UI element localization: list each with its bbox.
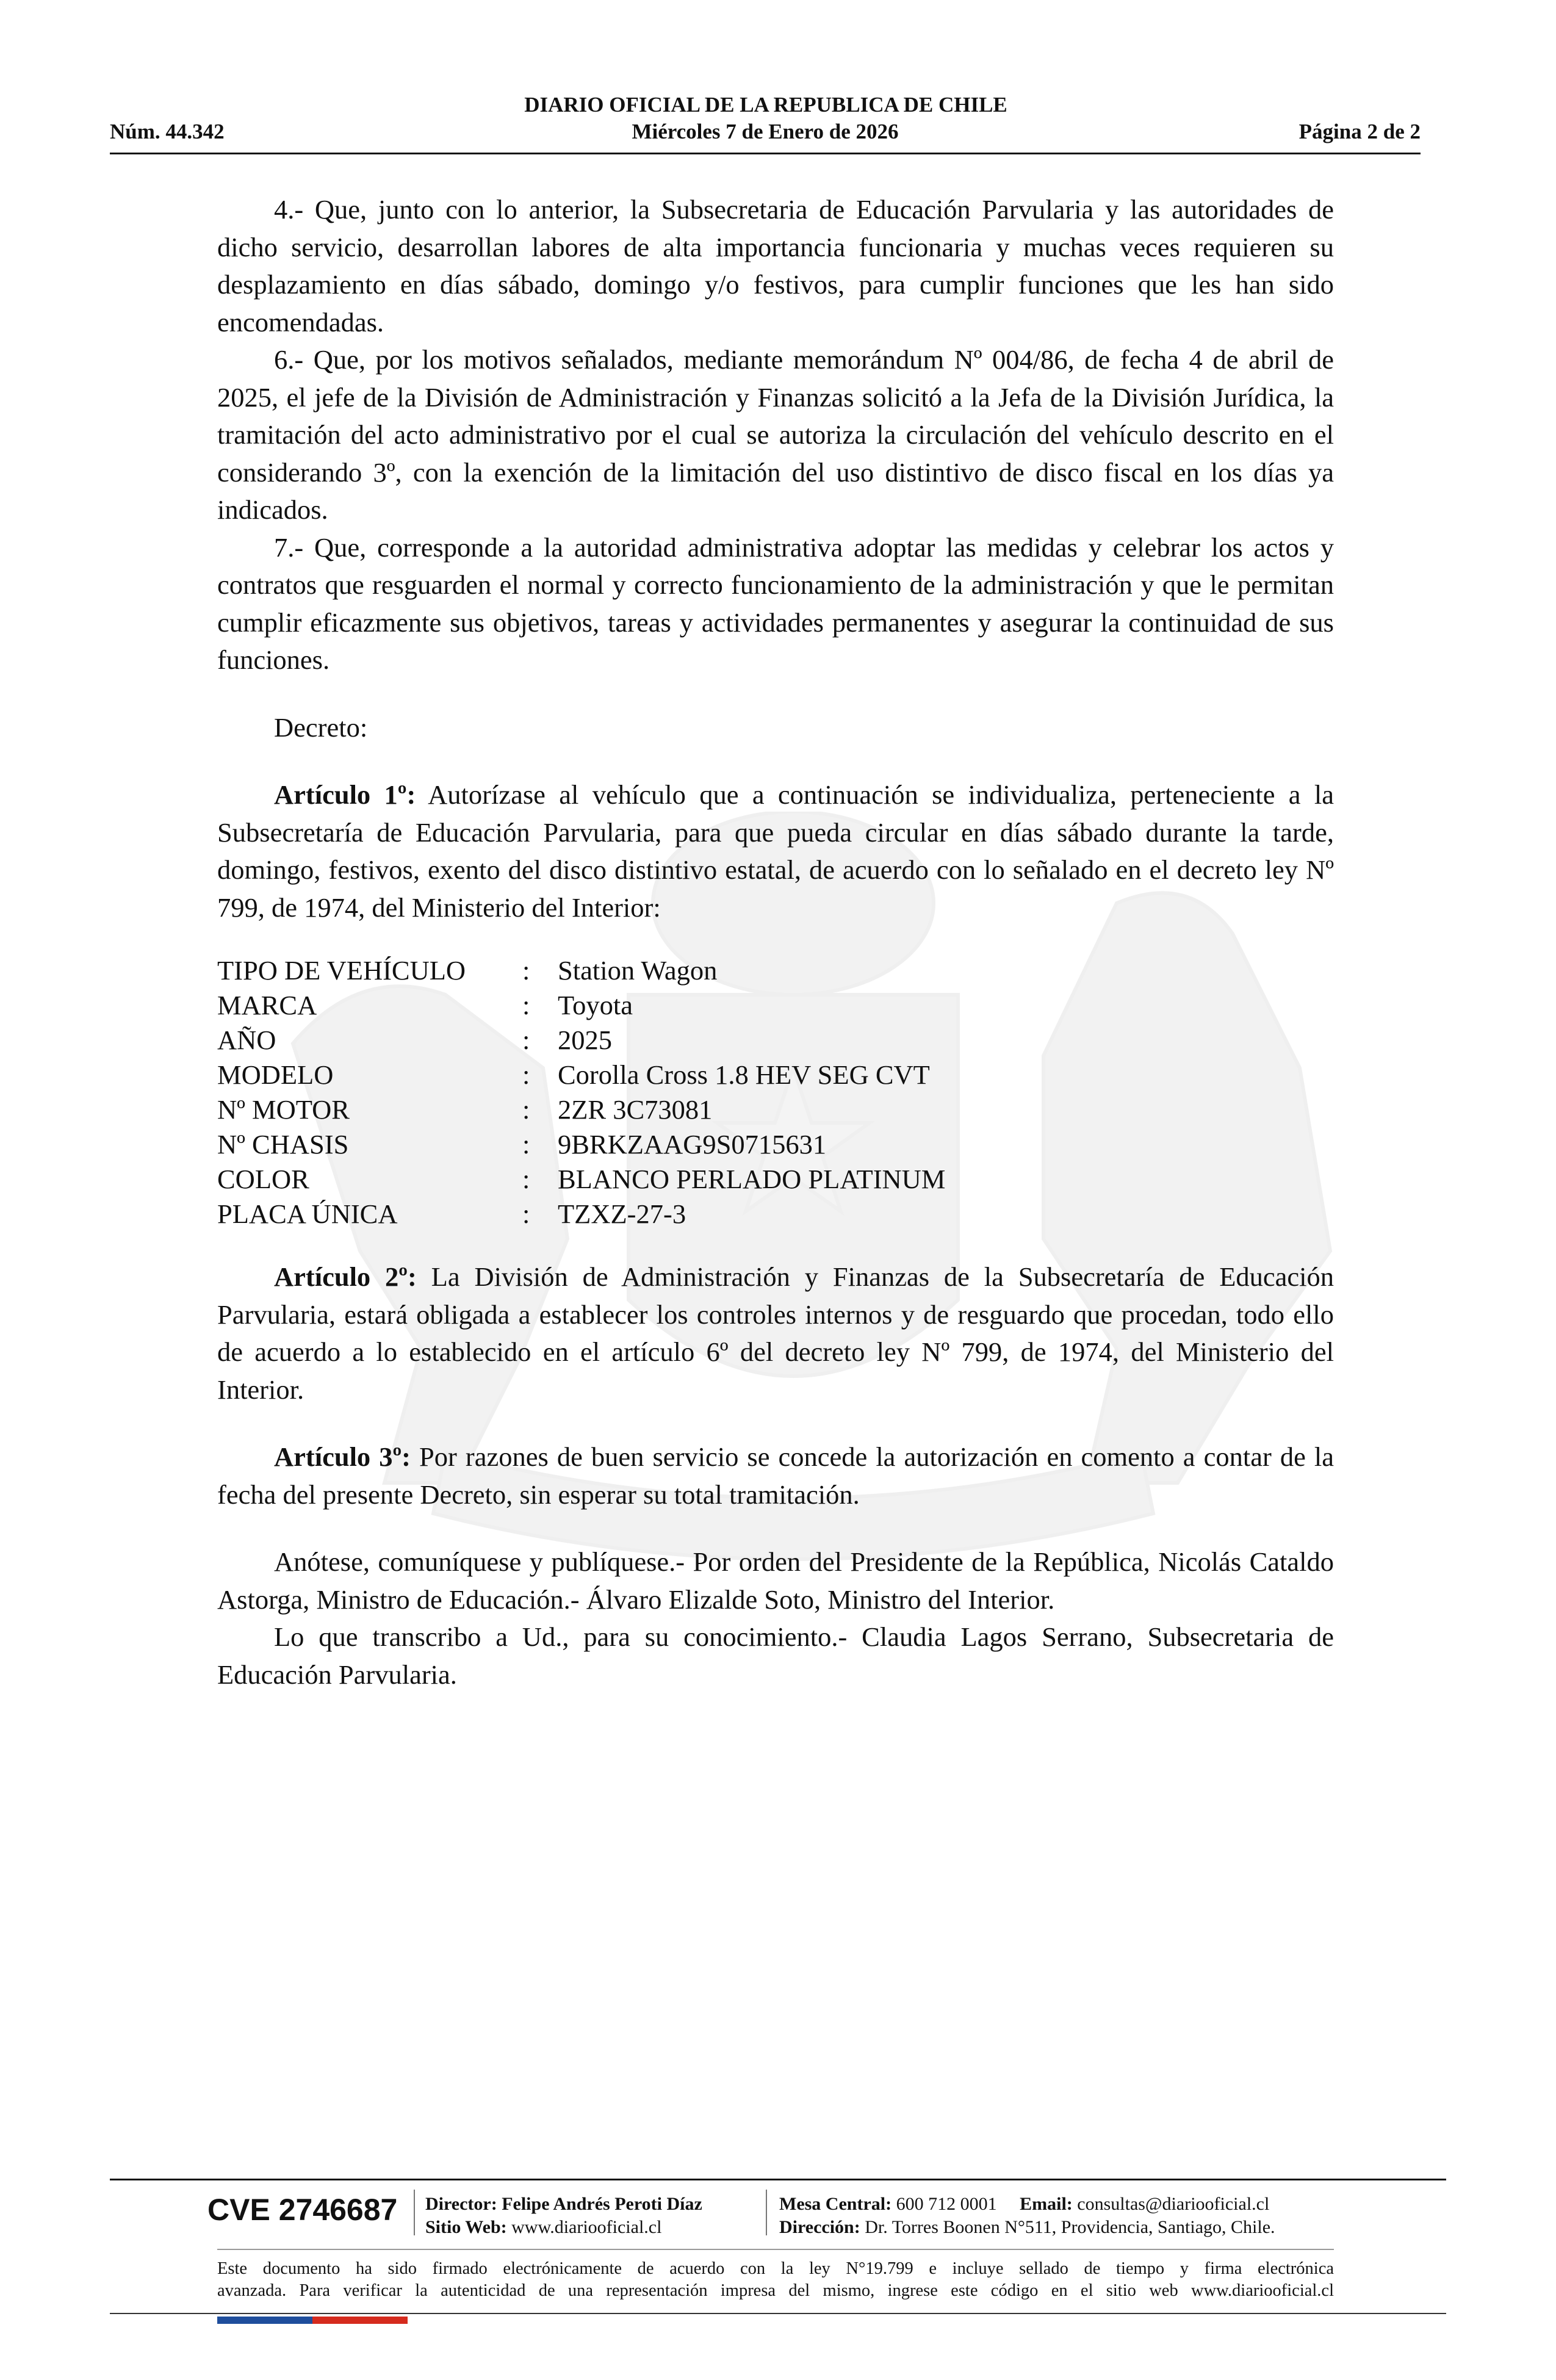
vehicle-spec-table: [217, 953, 945, 1231]
paragraph-7: 7.- Que, corresponde a la autoridad administrativa adoptar las medidas y celebrar los actos y contratos que resguarden el normal y correcto funcionamiento de la administración y que le permitan cumplir eficazmente sus objetivos, tareas y actividades permanentes y asegurar la continuidad de sus funciones.: [217, 532, 1334, 675]
spec-label: MARCA: [217, 990, 317, 1020]
footer-separator: [414, 2190, 415, 2235]
spec-colon: :: [522, 1199, 530, 1229]
paragraph-4: 4.- Que, junto con lo anterior, la Subsecretaria de Educación Parvularia y las autoridades de dicho servicio, desarrollan labores de alta importancia funcionaria y muchas veces requieren su desplazamiento en días sábado, domingo y/o festivos, para cumplir funciones que les han sido encomendadas.: [217, 194, 1334, 337]
article-3-text: Por razones de buen servicio se concede la autorización en comento a contar de la fecha del presente Decreto, sin esperar su total tramitación.: [217, 1441, 1334, 1510]
article-1-text: Autorízase al vehículo que a continuación se individualiza, perteneciente a la Subsecretaría de Educación Parvularia, para que pueda circular en días sábado durante la tarde, domingo, festivos, exento del disco distintivo estatal, de acuerdo con lo señalado en el decreto ley Nº 799, de 1974, del Ministerio del Interior:: [217, 779, 1334, 923]
email-link[interactable]: consultas@diariooficial.cl: [1072, 2194, 1270, 2214]
spec-row: [217, 1197, 945, 1231]
spec-colon: :: [522, 1094, 530, 1125]
article-2-label: Artículo 2º:: [274, 1261, 417, 1292]
spec-label: Nº CHASIS: [217, 1129, 349, 1159]
article-1-label: Artículo 1º:: [274, 779, 416, 810]
address-label: Dirección:: [779, 2217, 860, 2237]
footer-contact-block: [779, 2193, 1275, 2239]
flag-blue-stripe: [217, 2317, 312, 2324]
transcribo-paragraph: Lo que transcribo a Ud., para su conocimiento.- Claudia Lagos Serrano, Subsecretaria de Educación Parvularia.: [217, 1621, 1334, 1690]
email-label: Email:: [1020, 2194, 1073, 2214]
article-2: [217, 1258, 1334, 1408]
phone-label: Mesa Central:: [779, 2194, 892, 2214]
issue-number: Núm. 44.342: [110, 120, 225, 143]
spec-row: [217, 988, 945, 1023]
spec-colon: :: [522, 1059, 530, 1090]
spec-label: AÑO: [217, 1025, 276, 1055]
spec-value: Corolla Cross 1.8 HEV SEG CVT: [558, 1059, 930, 1090]
article-3: [217, 1438, 1334, 1513]
director-label: Director:: [425, 2194, 497, 2214]
spec-row: [217, 1092, 945, 1127]
signature-notice-line: avanzada. Para verificar la autenticidad de una representación impresa del mismo, ingrese este código en el sitio web www.diariooficial.cl: [217, 2281, 1334, 2300]
address-value: Dr. Torres Boonen N°511, Providencia, Santiago, Chile.: [860, 2217, 1275, 2237]
spec-label: PLACA ÚNICA: [217, 1199, 398, 1229]
spec-colon: :: [522, 990, 530, 1020]
signature-notice: [217, 2258, 1334, 2302]
footer-director-block: [425, 2193, 702, 2239]
spec-row: [217, 1162, 945, 1197]
spec-value: 9BRKZAAG9S0715631: [558, 1129, 827, 1159]
cve-code: CVE 2746687: [207, 2193, 398, 2227]
spec-value: Station Wagon: [558, 955, 718, 986]
spec-row: [217, 1127, 945, 1162]
spec-value: TZXZ-27-3: [558, 1199, 686, 1229]
director-name: Felipe Andrés Peroti Díaz: [497, 2194, 702, 2214]
footer-divider-bottom: [110, 2313, 1446, 2314]
spec-label: COLOR: [217, 1164, 309, 1194]
paragraph-6: 6.- Que, por los motivos señalados, mediante memorándum Nº 004/86, de fecha 4 de abril de 2025, el jefe de la División de Administración y Finanzas solicitó a la Jefa de la División Jurídica, la tramitación del acto administrativo por el cual se autoriza la circulación del vehículo descrito en el considerando 3º, con la exención de la limitación del uso distintivo de disco fiscal en los días ya indicados.: [217, 344, 1334, 525]
spec-value: Toyota: [558, 990, 633, 1020]
header-divider: [110, 153, 1421, 154]
phone-number: 600 712 0001: [891, 2194, 997, 2214]
spec-colon: :: [522, 955, 530, 986]
spec-colon: :: [522, 1129, 530, 1159]
spec-label: Nº MOTOR: [217, 1094, 350, 1125]
spec-value: 2ZR 3C73081: [558, 1094, 713, 1125]
spec-label: MODELO: [217, 1059, 334, 1090]
gazette-title: DIARIO OFICIAL DE LA REPUBLICA DE CHILE: [524, 93, 1007, 117]
spec-row: [217, 1023, 945, 1058]
website-label: Sitio Web:: [425, 2217, 507, 2237]
spec-row: [217, 1058, 945, 1092]
signature-notice-line: Este documento ha sido firmado electrónicamente de acuerdo con la ley N°19.799 e incluye sellado de tiempo y firma electrónica: [217, 2259, 1334, 2278]
anotese-paragraph: Anótese, comuníquese y publíquese.- Por orden del Presidente de la República, Nicolás Cataldo Astorga, Ministro de Educación.- Álvaro Elizalde Soto, Ministro del Interior.: [217, 1546, 1334, 1615]
flag-red-stripe: [312, 2317, 408, 2324]
website-link[interactable]: www.diariooficial.cl: [506, 2217, 662, 2237]
footer-separator: [766, 2190, 767, 2235]
page-indicator: Página 2 de 2: [1298, 120, 1421, 143]
spec-label: TIPO DE VEHÍCULO: [217, 955, 466, 986]
footer-divider-mid: [217, 2249, 1334, 2250]
spec-colon: :: [522, 1164, 530, 1194]
issue-date: Miércoles 7 de Enero de 2026: [632, 120, 899, 143]
article-3-label: Artículo 3º:: [274, 1441, 411, 1472]
spec-value: BLANCO PERLADO PLATINUM: [558, 1164, 946, 1194]
flag-stripe: [217, 2317, 408, 2324]
spec-row: [217, 953, 945, 988]
decree-body: [217, 191, 1334, 1693]
article-2-text: La División de Administración y Finanzas de la Subsecretaría de Educación Parvularia, estará obligada a establecer los controles internos y de resguardo que procedan, todo ello de acuerdo a lo establecido en el artículo 6º del decreto ley Nº 799, de 1974, del Ministerio del Interior.: [217, 1261, 1334, 1405]
spec-colon: :: [522, 1025, 530, 1055]
footer-divider-top: [110, 2179, 1446, 2180]
spec-value: 2025: [558, 1025, 612, 1055]
article-1: [217, 776, 1334, 926]
decreto-heading: Decreto:: [274, 712, 368, 743]
